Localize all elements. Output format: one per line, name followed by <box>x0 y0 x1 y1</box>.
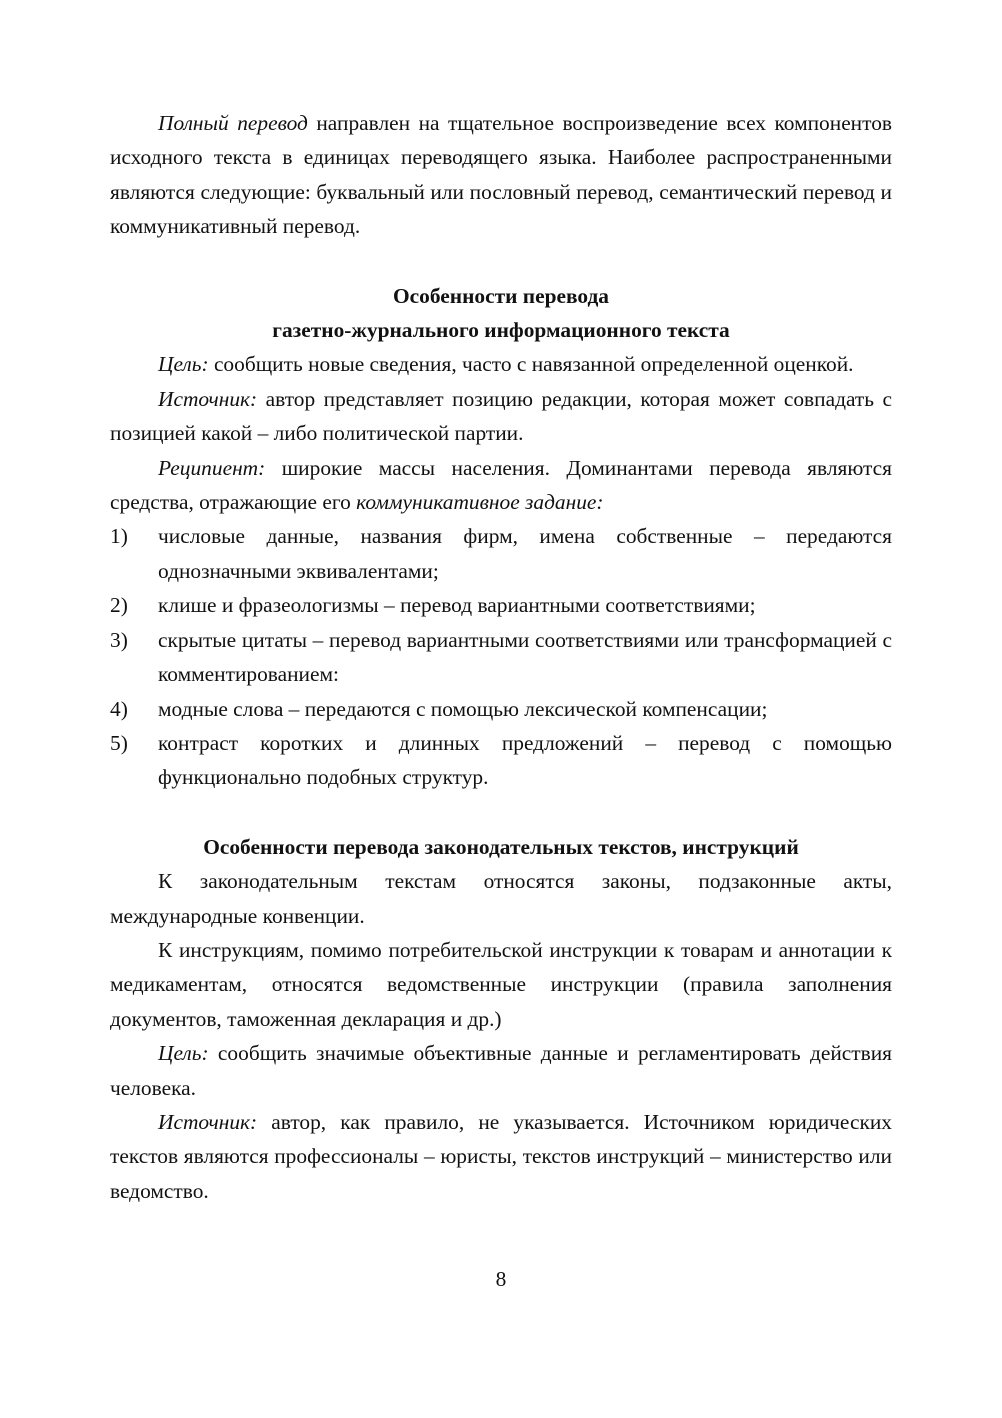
section1-recipient-text: широкие массы населения. Доминантами перевода являются средства, отражающие его <box>110 455 892 515</box>
list-item-number: 5) <box>110 730 128 755</box>
section1-recipient-term: коммуникативное задание: <box>356 490 604 515</box>
list-item-number: 2) <box>110 593 128 618</box>
section1-source-text: автор представляет позицию редакции, которая может совпадать с позицией какой – либо политической партии. <box>110 386 892 446</box>
dominants-list <box>110 519 892 794</box>
list-item-number: 3) <box>110 627 128 652</box>
section2-source-label: Источник: <box>158 1109 258 1134</box>
section1-recipient <box>110 451 892 520</box>
section1-heading <box>110 279 892 348</box>
page-number: 8 <box>495 1267 507 1291</box>
list-item-text: скрытые цитаты – перевод вариантными соответствиями или трансформацией с комментированием: <box>158 627 892 687</box>
list-item <box>110 588 892 622</box>
list-item-text: клише и фразеологизмы – перевод вариантными соответствиями; <box>158 593 756 618</box>
list-item-number: 4) <box>110 696 128 721</box>
intro-paragraph <box>110 106 892 244</box>
list-item <box>110 519 892 588</box>
intro-text: направлен на тщательное воспроизведение всех компонентов исходного текста в единицах переводящего языка. Наиболее распространенными являются следующие: буквальный или пословный перевод, семантический перевод и коммуникативный перевод. <box>110 111 892 239</box>
section1-heading-line2: газетно-журнального информационного текста <box>272 318 730 343</box>
section2-heading: Особенности перевода законодательных текстов, инструкций <box>203 834 799 859</box>
list-item <box>110 692 892 726</box>
section1-goal-text: сообщить новые сведения, часто с навязанной определенной оценкой. <box>208 352 854 377</box>
list-item-text: модные слова – передаются с помощью лексической компенсации; <box>158 696 768 721</box>
list-item <box>110 726 892 795</box>
section2-para1: К законодательным текстам относятся законы, подзаконные акты, международные конвенции. <box>110 869 892 928</box>
list-item-text: контраст коротких и длинных предложений – перевод с помощью функционально подобных структур. <box>158 730 892 790</box>
section1-heading-line1: Особенности перевода <box>393 283 609 308</box>
section2-goal-label: Цель: <box>158 1041 209 1066</box>
document-page <box>110 106 892 1208</box>
section1-recipient-label: Реципиент: <box>158 455 266 480</box>
section2-goal <box>110 1036 892 1105</box>
section1-source <box>110 382 892 451</box>
section2-goal-text: сообщить значимые объективные данные и регламентировать действия человека. <box>110 1041 892 1100</box>
section2-source <box>110 1105 892 1208</box>
list-item <box>110 623 892 692</box>
list-item-text: числовые данные, названия фирм, имена собственные – передаются однозначными эквивалентами; <box>158 524 892 583</box>
section1-goal-label: Цель: <box>158 352 209 377</box>
list-item-number: 1) <box>110 524 128 549</box>
section2-para2: К инструкциям, помимо потребительской инструкции к товарам и аннотации к медикаментам, относятся ведомственные инструкции (правила заполнения документов, таможенная декларация и др.) <box>110 937 892 1031</box>
section2-source-text: автор, как правило, не указывается. Источником юридических текстов являются профессионалы – юристы, текстов инструкций – министерство или ведомство. <box>110 1109 892 1203</box>
section1-goal <box>110 347 892 381</box>
intro-term: Полный перевод <box>158 111 308 135</box>
section1-source-label: Источник: <box>158 386 258 411</box>
